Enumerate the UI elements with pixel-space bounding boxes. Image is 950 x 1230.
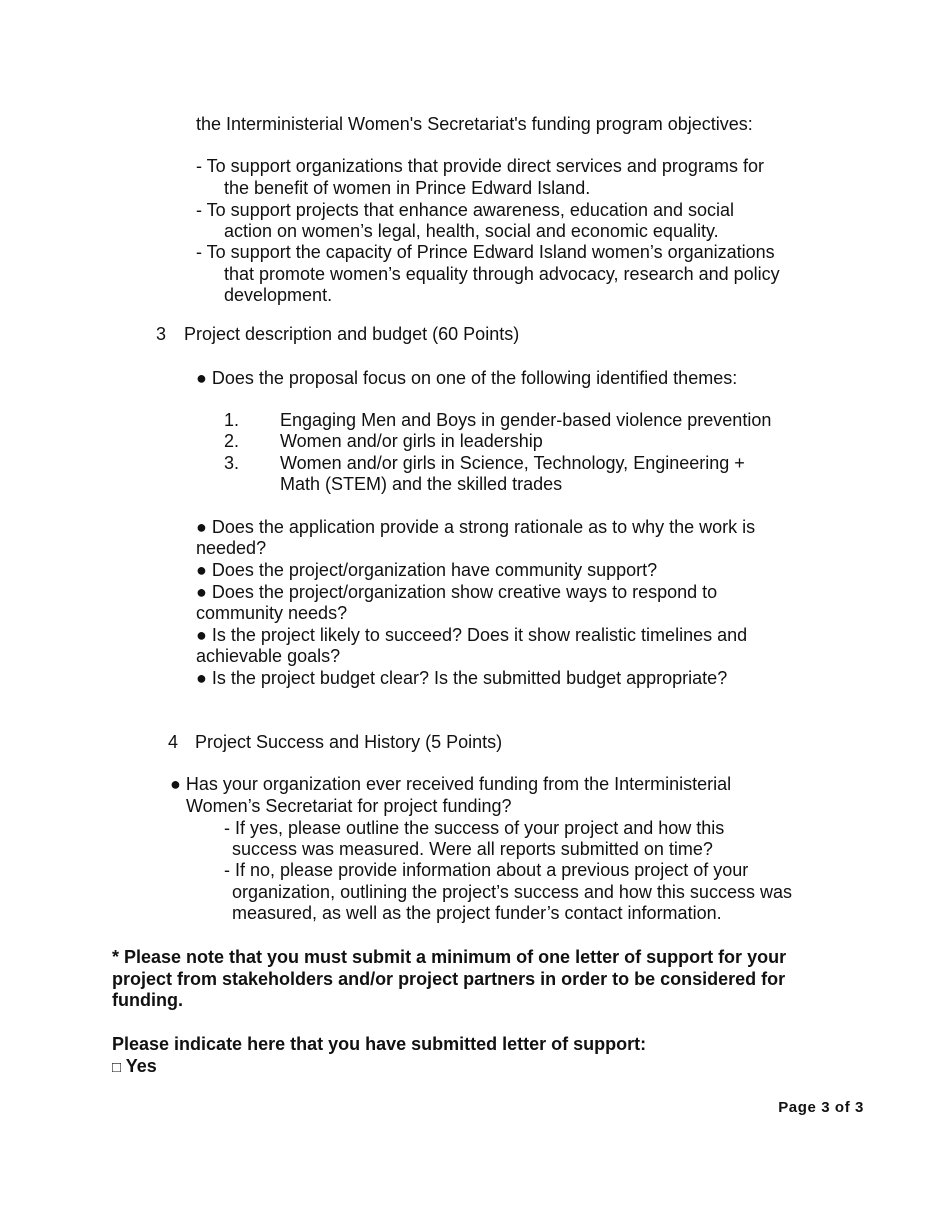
question-succeed-line-1: ● Is the project likely to succeed? Does it show realistic timelines and: [196, 625, 748, 645]
theme-2-text: Women and/or girls in leadership: [280, 431, 543, 451]
if-no-line-3: measured, as well as the project funder’s contact information.: [232, 903, 722, 923]
funding-question-line-2: Women’s Secretariat for project funding?: [186, 796, 512, 816]
if-yes-line-1: - If yes, please outline the success of your project and how this: [224, 818, 725, 838]
question-creative-line-1: ● Does the project/organization show creative ways to respond to: [196, 582, 718, 602]
objective-3-line-2: that promote women’s equality through advocacy, research and policy: [224, 264, 780, 284]
question-community-support: ● Does the project/organization have community support?: [196, 560, 658, 580]
theme-3-text-line-2: Math (STEM) and the skilled trades: [280, 474, 563, 494]
note-line-1: * Please note that you must submit a minimum of one letter of support for your: [112, 947, 787, 967]
theme-2-number: 2.: [224, 431, 240, 451]
if-no-line-2: organization, outlining the project’s success and how this success was: [232, 882, 792, 902]
note-line-2: project from stakeholders and/or project partners in order to be considered for: [112, 969, 786, 989]
objective-3-line-3: development.: [224, 285, 333, 305]
objectives-intro: the Interministerial Women's Secretariat's funding program objectives:: [196, 114, 753, 134]
question-budget: ● Is the project budget clear? Is the submitted budget appropriate?: [196, 668, 728, 688]
question-creative-line-2: community needs?: [196, 603, 348, 623]
objective-1-line-1: - To support organizations that provide direct services and programs for: [196, 156, 764, 176]
objective-3-line-1: - To support the capacity of Prince Edward Island women’s organizations: [196, 242, 775, 262]
if-yes-line-2: success was measured. Were all reports submitted on time?: [232, 839, 713, 859]
objective-2-line-1: - To support projects that enhance awareness, education and social: [196, 200, 735, 220]
objective-2-line-2: action on women’s legal, health, social and economic equality.: [224, 221, 719, 241]
section-4-number: 4: [168, 732, 179, 752]
support-checkbox[interactable]: [112, 1055, 157, 1079]
section-3-heading: Project description and budget (60 Points): [184, 324, 520, 344]
question-succeed-line-2: achievable goals?: [196, 646, 341, 666]
theme-1-number: 1.: [224, 410, 240, 430]
focus-question: ● Does the proposal focus on one of the following identified themes:: [196, 368, 738, 388]
theme-3-text-line-1: Women and/or girls in Science, Technology, Engineering +: [280, 453, 745, 473]
theme-1-text: Engaging Men and Boys in gender-based violence prevention: [280, 410, 772, 430]
page-number: Page 3 of 3: [778, 1099, 864, 1116]
question-rationale-line-2: needed?: [196, 538, 267, 558]
objective-1-line-2: the benefit of women in Prince Edward Island.: [224, 178, 591, 198]
support-prompt: Please indicate here that you have submitted letter of support:: [112, 1034, 647, 1054]
note-line-3: funding.: [112, 990, 183, 1010]
funding-question-line-1: ● Has your organization ever received funding from the Interministerial: [170, 774, 732, 794]
checkbox-label: Yes: [125, 1056, 157, 1076]
theme-3-number: 3.: [224, 453, 240, 473]
question-rationale-line-1: ● Does the application provide a strong rationale as to why the work is: [196, 517, 756, 537]
checkbox-icon[interactable]: □: [112, 1059, 122, 1076]
section-4-heading: Project Success and History (5 Points): [195, 732, 503, 752]
if-no-line-1: - If no, please provide information about a previous project of your: [224, 860, 749, 880]
section-3-number: 3: [156, 324, 167, 344]
